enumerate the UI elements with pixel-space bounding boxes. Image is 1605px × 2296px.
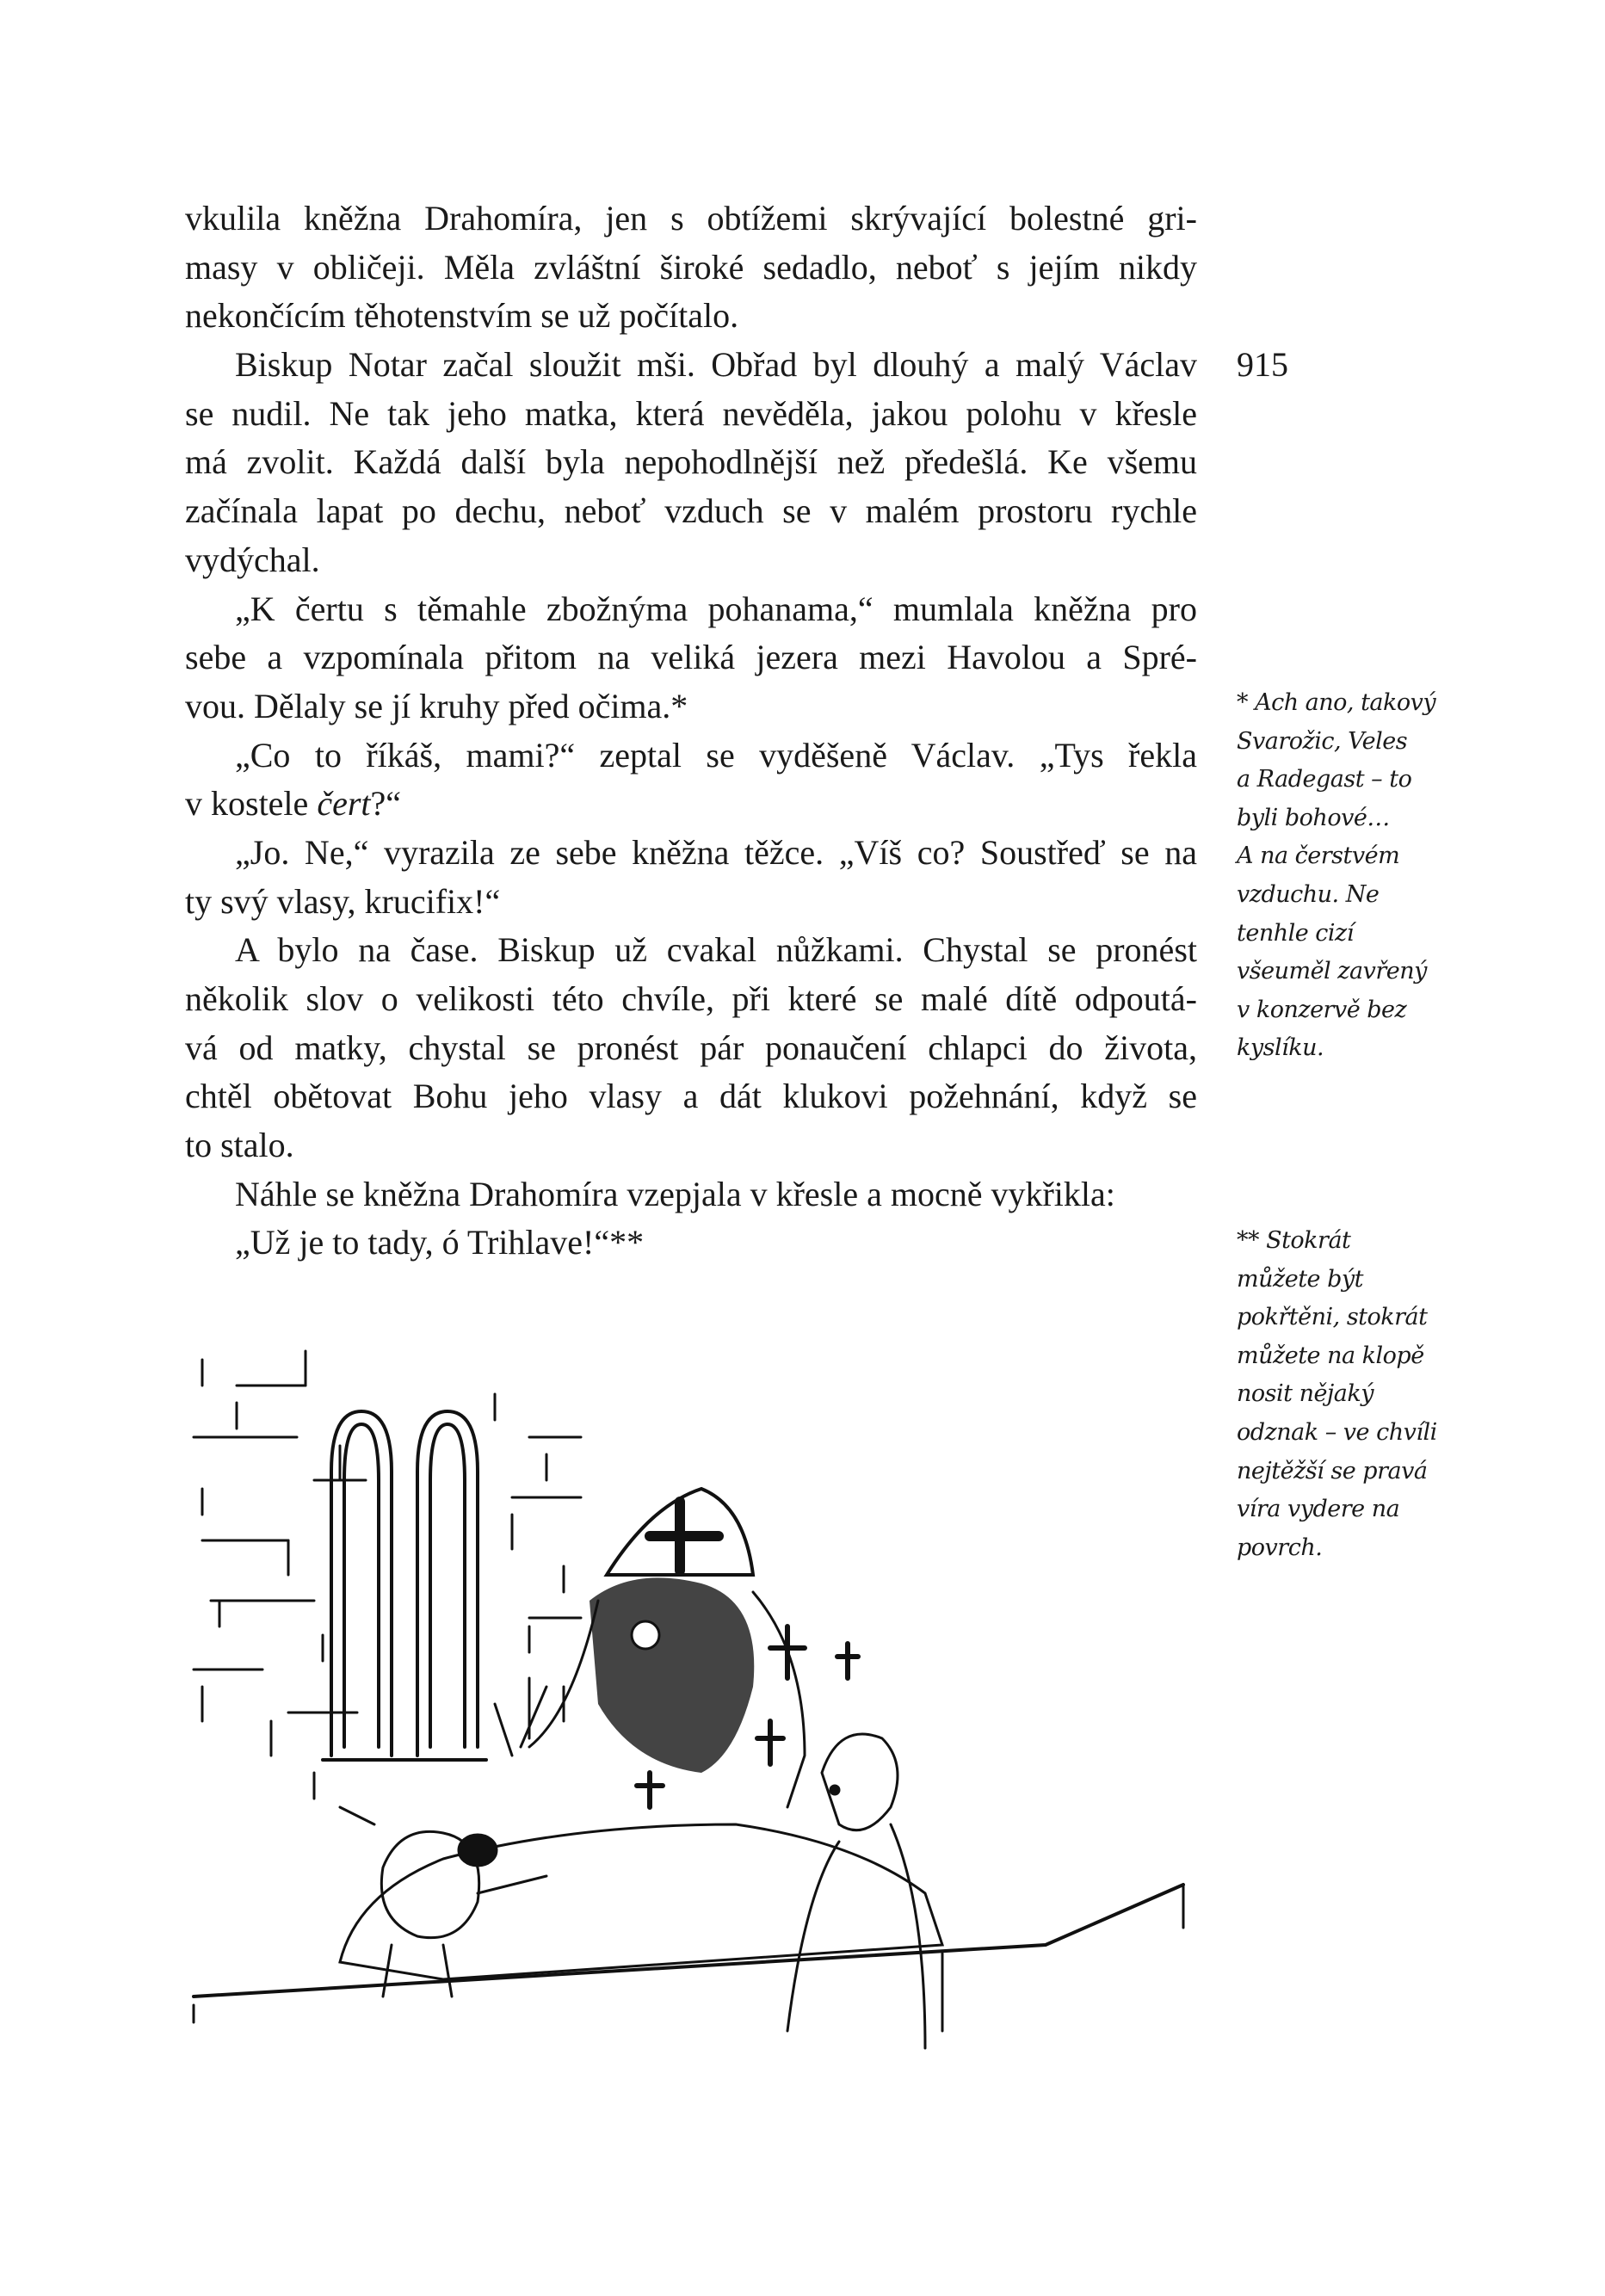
- text-line: „Co to říkáš, mami?“ zeptal se vyděšeně Václav. „Tys řekla: [235, 735, 1197, 775]
- footnote-line: všeuměl zavřený: [1237, 958, 1427, 985]
- text-line: A bylo na čase. Biskup už cvakal nůžkami. Chystal se pronést: [235, 930, 1197, 970]
- text-line: vydýchal.: [185, 540, 320, 579]
- footnote-line: tenhle cizí: [1237, 919, 1354, 947]
- footnote-line: vzduchu. Ne: [1237, 880, 1380, 908]
- footnote-line: v konzervě bez: [1237, 996, 1407, 1023]
- text-line: „K čertu s těmahle zbožnýma pohanama,“ mumlala kněžna pro: [235, 589, 1197, 628]
- footnote-2: [1237, 1222, 1495, 1567]
- footnote-line: byli bohové…: [1237, 804, 1390, 831]
- text-line: „Jo. Ne,“ vyrazila ze sebe kněžna těžce. „Víš co? Soustřeď se na: [235, 832, 1197, 872]
- text-line: několik slov o velikosti této chvíle, při které se malé dítě odpoutá-: [185, 979, 1197, 1018]
- brick-wall: [194, 1351, 581, 1799]
- text-line: v kostele čert?“: [185, 784, 402, 824]
- illustration-baptism: [185, 1342, 1218, 2117]
- arched-windows: [323, 1411, 486, 1760]
- table-with-cloth: [194, 1824, 1183, 2031]
- text-line: Biskup Notar začal sloužit mši. Obřad byl dlouhý a malý Václav: [235, 345, 1197, 385]
- footnote-line: ** Stokrát: [1237, 1227, 1351, 1254]
- text-line: masy v obličeji. Měla zvláštní široké sedadlo, neboť s jejím nikdy: [185, 247, 1197, 287]
- footnote-line: nosit nějaký: [1237, 1380, 1374, 1408]
- footnote-1: [1237, 684, 1495, 1068]
- text-line: ty svý vlasy, krucifix!“: [185, 881, 501, 921]
- woman-figure: [787, 1734, 925, 2048]
- text-line: se nudil. Ne tak jeho matka, která nevěděla, jakou polohu v křesle: [185, 393, 1197, 433]
- footnote-line: * Ach ano, takový: [1237, 689, 1436, 716]
- text-line: má zvolit. Každá další byla nepohodlnější než předešlá. Ke všemu: [185, 442, 1197, 482]
- main-text: [185, 194, 1197, 1268]
- text-line: vou. Dělaly se jí kruhy před očima.*: [185, 686, 688, 725]
- text-line: vá od matky, chystal se pronést pár ponaučení chlapci do života,: [185, 1028, 1197, 1067]
- footnote-line: můžete na klopě: [1237, 1342, 1424, 1369]
- footnote-line: odznak – ve chvíli: [1237, 1418, 1437, 1446]
- footnote-line: pokřtěni, stokrát: [1237, 1304, 1428, 1331]
- footnote-line: povrch.: [1237, 1534, 1323, 1561]
- footnote-line: nejtěžší se pravá: [1237, 1457, 1428, 1484]
- footnote-line: víra vydere na: [1237, 1496, 1400, 1523]
- text-line: to stalo.: [185, 1126, 294, 1165]
- text-line: chtěl obětovat Bohu jeho vlasy a dát klukovi požehnání, když se: [185, 1077, 1197, 1116]
- text-line: vkulila kněžna Drahomíra, jen s obtížemi skrývající bolestné gri-: [185, 199, 1197, 238]
- footnote-line: kyslíku.: [1237, 1034, 1324, 1062]
- text-line: „Už je to tady, ó Trihlave!“**: [235, 1223, 645, 1262]
- bishop: [495, 1489, 858, 1807]
- footnote-line: můžete být: [1237, 1265, 1363, 1293]
- text-line: Náhle se kněžna Drahomíra vzepjala v křesle a mocně vykřikla:: [235, 1174, 1115, 1213]
- page-number: 915: [1237, 345, 1288, 384]
- footnote-line: Svarožic, Veles: [1237, 727, 1408, 755]
- text-line: začínala lapat po dechu, neboť vzduch se v malém prostoru rychle: [185, 491, 1197, 531]
- footnote-line: A na čerstvém: [1237, 842, 1400, 870]
- text-line: nekončícím těhotenstvím se už počítalo.: [185, 296, 739, 336]
- text-line: sebe a vzpomínala přitom na veliká jezera mezi Havolou a Spré-: [185, 638, 1197, 677]
- footnote-line: a Radegast – to: [1237, 766, 1412, 793]
